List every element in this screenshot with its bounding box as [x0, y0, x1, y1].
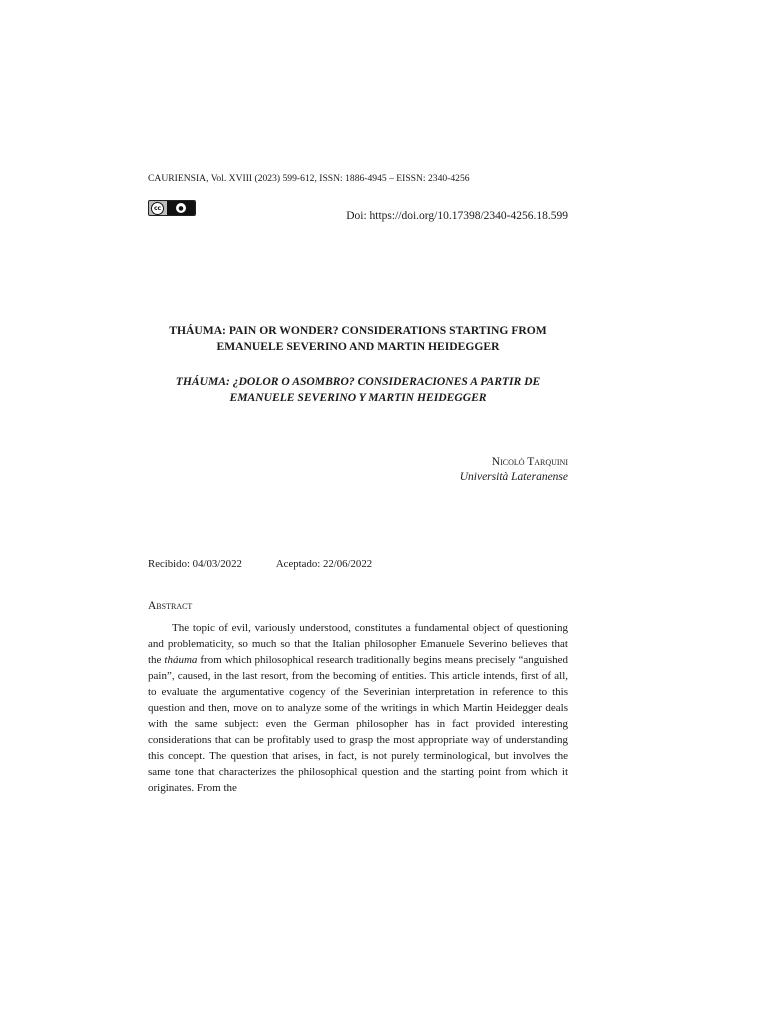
- by-section: [167, 201, 195, 215]
- author-affiliation: Università Lateranense: [459, 471, 568, 483]
- abstract-heading: Abstract: [148, 600, 193, 612]
- article-title-spanish: THÁUMA: ¿DOLOR O ASOMBRO? CONSIDERACIONES A PARTIR DE EMANUELE SEVERINO Y MARTIN HEIDEGGER: [175, 375, 541, 404]
- abstract-body: [148, 620, 568, 796]
- received-date: Recibido: 04/03/2022: [148, 558, 242, 570]
- cc-license-badge[interactable]: [148, 200, 196, 216]
- abstract-text-part-2: from which philosophical research traditionally begins means precisely “anguished pain”, caused, in the last resort, from the becoming of entities. This article intends, first of all, to evaluate the argumentative cogency of the Severinian interpretation in reference to this question and then, move on to analyze some of the writings in which Martin Heidegger deals with the same subject: even the German philosopher has in fact provided interesting considerations that can be profitably used to grasp the most appropriate way of understanding this concept. The question that arises, in fact, is not purely terminological, but involves the same tone that characterizes the philosophical question and the starting point from which it originates. From the: [148, 654, 568, 794]
- author-name: Nicolò Tarquini: [491, 456, 568, 468]
- abstract-italic-term: tháuma: [164, 654, 198, 666]
- doi-link[interactable]: Doi: https://doi.org/10.17398/2340-4256.18.599: [346, 210, 568, 222]
- abstract-text-part-1: The topic of evil, variously understood, constitutes a fundamental object of questioning and problematicity, so much so that the Italian philosopher Emanuele Severino believes that the: [148, 622, 568, 666]
- journal-citation: CAURIENSIA, Vol. XVIII (2023) 599-612, ISSN: 1886-4945 – EISSN: 2340-4256: [148, 173, 470, 184]
- attribution-person-icon: ●: [176, 203, 186, 213]
- author-block: [460, 455, 568, 485]
- abstract-paragraph: [148, 620, 568, 796]
- accepted-date: Aceptado: 22/06/2022: [275, 558, 373, 570]
- cc-icon: cc: [151, 202, 164, 215]
- article-title-english: THÁUMA: PAIN OR WONDER? CONSIDERATIONS STARTING FROM EMANUELE SEVERINO AND MARTIN HEIDEGGER: [169, 324, 547, 353]
- submission-dates: [148, 558, 372, 570]
